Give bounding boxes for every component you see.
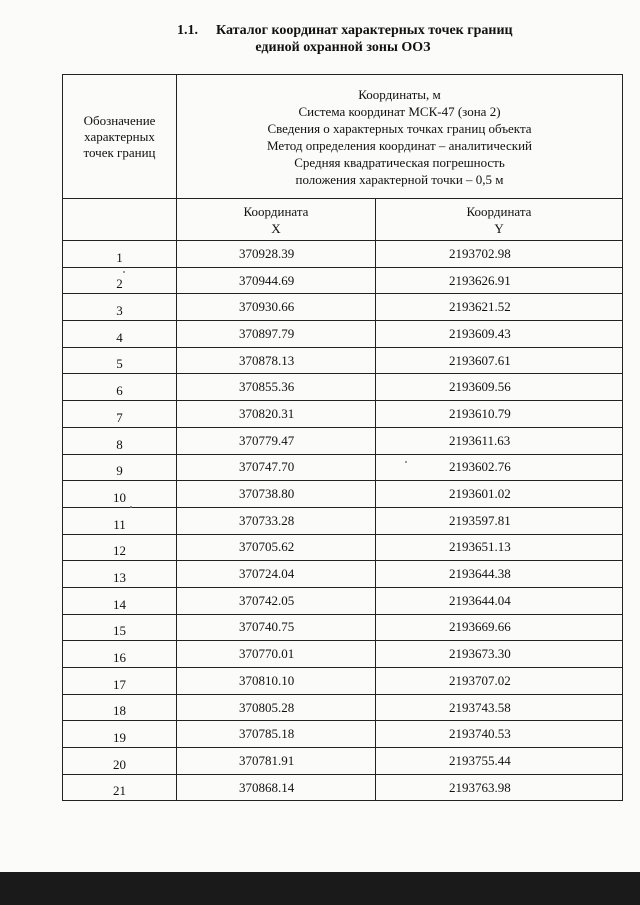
y-coordinate-cell: 2193607.61 [376, 347, 623, 374]
x-coordinate-cell: 370705.62 [177, 534, 376, 561]
x-coordinate-header [177, 199, 376, 241]
table-header-row [63, 75, 623, 199]
table-row [63, 321, 623, 348]
x-coordinate-cell: 370785.18 [177, 721, 376, 748]
y-coordinate-cell: 2193644.38 [376, 561, 623, 588]
point-number-cell: 13 [63, 561, 177, 588]
point-number-cell: 14 [63, 587, 177, 614]
x-coordinate-cell: 370779.47 [177, 427, 376, 454]
point-number-cell: 18 [63, 694, 177, 721]
x-coordinate-cell: 370733.28 [177, 507, 376, 534]
y-coordinate-cell: 2193740.53 [376, 721, 623, 748]
x-coordinate-cell: 370747.70 [177, 454, 376, 481]
table-row [63, 748, 623, 775]
table-row [63, 774, 623, 801]
point-number-cell: 8 [63, 427, 177, 454]
header-line: характерных [84, 128, 155, 144]
header-line: Координаты, м [358, 86, 441, 102]
x-coordinate-cell: 370897.79 [177, 321, 376, 348]
header-line: положения характерной точки – 0,5 м [295, 171, 504, 187]
header-line: Координата [466, 203, 532, 219]
table-row [63, 561, 623, 588]
y-coordinate-cell: 2193651.13 [376, 534, 623, 561]
y-coordinate-cell: 2193610.79 [376, 401, 623, 428]
x-coordinate-cell: 370738.80 [177, 481, 376, 508]
x-coordinate-cell: 370724.04 [177, 561, 376, 588]
y-coordinate-cell: 2193644.04 [376, 587, 623, 614]
point-number-cell: 19 [63, 721, 177, 748]
scan-speck [123, 271, 125, 273]
table-row [63, 587, 623, 614]
y-coordinate-cell: 2193763.98 [376, 774, 623, 801]
table-row [63, 347, 623, 374]
point-number-cell: 21 [63, 774, 177, 801]
table-row [63, 241, 623, 268]
point-number-cell: 16 [63, 641, 177, 668]
y-coordinate-cell: 2193743.58 [376, 694, 623, 721]
point-number-cell: 6 [63, 374, 177, 401]
header-line: Координата [243, 203, 309, 219]
point-number-cell: 2 [63, 267, 177, 294]
x-coordinate-cell: 370770.01 [177, 641, 376, 668]
table-row [63, 481, 623, 508]
x-coordinate-cell: 370944.69 [177, 267, 376, 294]
point-number-cell: 1 [63, 241, 177, 268]
header-line: точек границ [83, 144, 156, 160]
x-coordinate-cell: 370810.10 [177, 668, 376, 695]
empty-subheader-cell [63, 199, 177, 241]
x-coordinate-cell: 370928.39 [177, 241, 376, 268]
table-row [63, 374, 623, 401]
y-coordinate-cell: 2193597.81 [376, 507, 623, 534]
x-coordinate-cell: 370742.05 [177, 587, 376, 614]
table-row [63, 668, 623, 695]
y-coordinate-cell: 2193669.66 [376, 614, 623, 641]
scan-speck [405, 461, 407, 463]
point-number-cell: 3 [63, 294, 177, 321]
table-row [63, 534, 623, 561]
header-line: Система координат МСК-47 (зона 2) [298, 103, 501, 119]
table-row [63, 694, 623, 721]
table-row [63, 454, 623, 481]
x-coordinate-cell: 370868.14 [177, 774, 376, 801]
point-number-cell: 10 [63, 481, 177, 508]
point-designation-header [63, 75, 177, 199]
y-coordinate-cell: 2193755.44 [376, 748, 623, 775]
y-coordinate-cell: 2193702.98 [376, 241, 623, 268]
coordinates-catalog-table [62, 74, 623, 801]
x-coordinate-cell: 370781.91 [177, 748, 376, 775]
y-coordinate-cell: 2193673.30 [376, 641, 623, 668]
x-coordinate-cell: 370740.75 [177, 614, 376, 641]
y-coordinate-cell: 2193609.43 [376, 321, 623, 348]
header-line: Y [494, 220, 504, 236]
x-coordinate-cell: 370820.31 [177, 401, 376, 428]
header-line: Средняя квадратическая погрешность [294, 154, 505, 170]
header-line: Обозначение [83, 112, 156, 128]
table-row [63, 721, 623, 748]
coordinates-header [177, 75, 623, 199]
scan-border [0, 872, 640, 905]
y-coordinate-cell: 2193707.02 [376, 668, 623, 695]
point-number-cell: 7 [63, 401, 177, 428]
x-coordinate-cell: 370805.28 [177, 694, 376, 721]
table-row [63, 641, 623, 668]
y-coordinate-cell: 2193602.76 [376, 454, 623, 481]
header-line: Сведения о характерных точках границ объекта [267, 120, 532, 136]
y-coordinate-cell: 2193621.52 [376, 294, 623, 321]
section-number: 1.1. [177, 23, 198, 38]
table-row [63, 267, 623, 294]
scan-speck [130, 506, 132, 508]
table-row [63, 427, 623, 454]
header-line: X [271, 220, 281, 236]
x-coordinate-cell: 370855.36 [177, 374, 376, 401]
point-number-cell: 4 [63, 321, 177, 348]
point-number-cell: 11 [63, 507, 177, 534]
heading-line-1: Каталог координат характерных точек границ [216, 23, 513, 38]
table-subheader-row [63, 199, 623, 241]
table-row [63, 294, 623, 321]
point-number-cell: 9 [63, 454, 177, 481]
y-coordinate-cell: 2193601.02 [376, 481, 623, 508]
header-line: Метод определения координат – аналитический [267, 137, 532, 153]
y-coordinate-cell: 2193611.63 [376, 427, 623, 454]
heading-line-2: единой охранной зоны ООЗ [255, 40, 431, 55]
y-coordinate-header [376, 199, 623, 241]
point-number-cell: 17 [63, 668, 177, 695]
table-row [63, 614, 623, 641]
x-coordinate-cell: 370878.13 [177, 347, 376, 374]
y-coordinate-cell: 2193626.91 [376, 267, 623, 294]
point-number-cell: 15 [63, 614, 177, 641]
point-number-cell: 5 [63, 347, 177, 374]
point-number-cell: 20 [63, 748, 177, 775]
x-coordinate-cell: 370930.66 [177, 294, 376, 321]
table-row [63, 507, 623, 534]
table-row [63, 401, 623, 428]
y-coordinate-cell: 2193609.56 [376, 374, 623, 401]
point-number-cell: 12 [63, 534, 177, 561]
